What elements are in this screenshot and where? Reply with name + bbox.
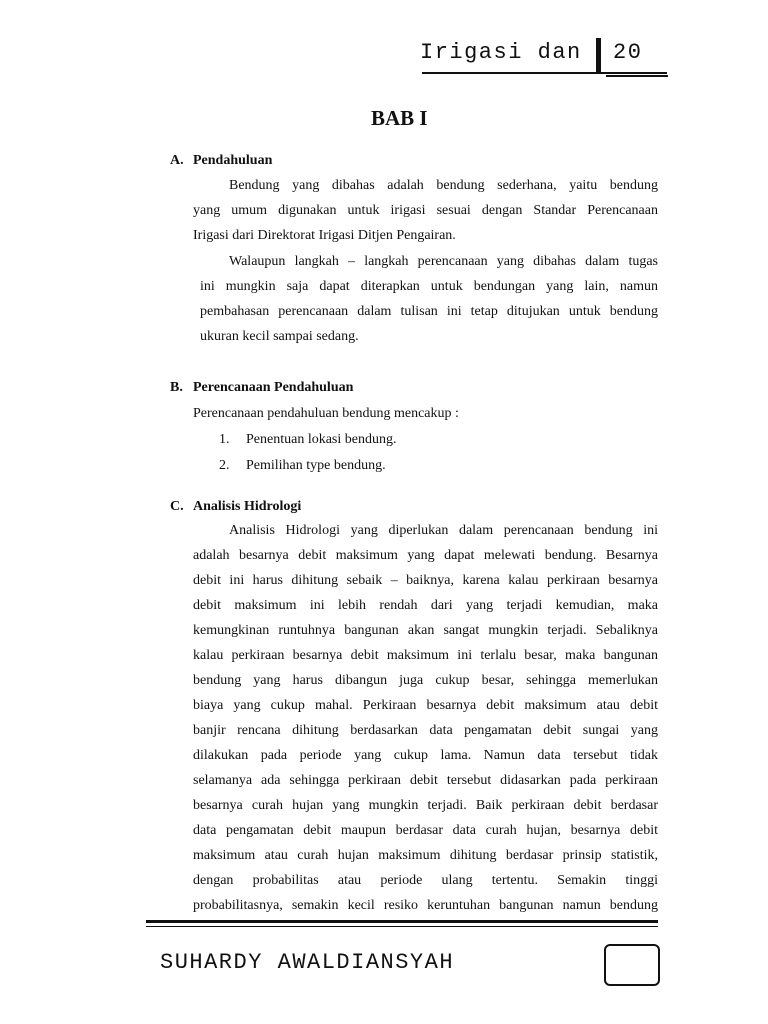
paragraph-line: probabilitasnya, semakin kecil resiko keruntuhan bangunan namun bendung bbox=[193, 898, 658, 913]
section-b-intro bbox=[193, 401, 658, 426]
paragraph-line: data pengamatan debit maupun berdasar data curah hujan, besarnya debit bbox=[193, 823, 658, 838]
footer-rule-thin bbox=[146, 926, 658, 927]
chapter-title: BAB I bbox=[371, 106, 428, 130]
paragraph-line: Bendung yang dibahas adalah bendung sederhana, yaitu bendung bbox=[229, 178, 658, 193]
header-underline bbox=[422, 72, 667, 74]
paragraph-line: Walaupun langkah – langkah perencanaan yang dibahas dalam tugas bbox=[229, 254, 658, 269]
list-item-text: Penentuan lokasi bendung. bbox=[246, 432, 397, 447]
header-divider-bar bbox=[596, 38, 601, 74]
list-item-number: 2. bbox=[219, 458, 230, 473]
paragraph-line: dilakukan pada periode yang cukup lama. Namun data tersebut tidak bbox=[193, 748, 658, 763]
paragraph-line: adalah besarnya debit maksimum yang dapat melewati bendung. Besarnya bbox=[193, 548, 658, 563]
section-b-letter: B. bbox=[170, 380, 183, 395]
section-a-paragraph-1 bbox=[193, 173, 658, 248]
running-header-title: Irigasi dan bbox=[420, 40, 582, 65]
page-number: 20 bbox=[613, 40, 643, 65]
paragraph-line: besarnya curah hujan yang mungkin terjadi. Baik perkiraan debit berdasar bbox=[193, 798, 658, 813]
section-b-list bbox=[219, 432, 396, 484]
paragraph-line: pembahasan perencanaan dalam tulisan ini tetap ditujukan untuk bendung bbox=[200, 304, 658, 319]
footer-page-box bbox=[604, 944, 660, 986]
header-underline-short bbox=[606, 75, 668, 77]
section-c-title: Analisis Hidrologi bbox=[193, 499, 302, 514]
footer-rule-thick bbox=[146, 920, 658, 923]
section-c-paragraph-1 bbox=[193, 518, 658, 918]
section-c-letter: C. bbox=[170, 499, 184, 514]
footer-author: SUHARDY AWALDIANSYAH bbox=[160, 950, 455, 975]
paragraph-line: debit maksimum ini lebih rendah dari yang terjadi kemudian, maka bbox=[193, 598, 658, 613]
paragraph-line: biaya yang cukup mahal. Perkiraan besarnya debit maksimum atau debit bbox=[193, 698, 658, 713]
section-a-letter: A. bbox=[170, 153, 184, 168]
paragraph-line: ini mungkin saja dapat diterapkan untuk bendungan yang lain, namun bbox=[200, 279, 658, 294]
paragraph-line: yang umum digunakan untuk irigasi sesuai dengan Standar Perencanaan bbox=[193, 203, 658, 218]
section-a-heading bbox=[170, 153, 272, 169]
paragraph-line: kemungkinan runtuhnya bangunan akan sangat mungkin terjadi. Sebaliknya bbox=[193, 623, 658, 638]
list-item-text: Pemilihan type bendung. bbox=[246, 458, 386, 473]
paragraph-line: kalau perkiraan besarnya debit maksimum ini terlalu besar, maka bangunan bbox=[193, 648, 658, 663]
paragraph-line: dengan probabilitas atau periode ulang tertentu. Semakin tinggi bbox=[193, 873, 658, 888]
paragraph-line: bendung yang harus dibangun juga cukup besar, sehingga memerlukan bbox=[193, 673, 658, 688]
list-item bbox=[219, 432, 396, 458]
paragraph-line: ukuran kecil sampai sedang. bbox=[200, 329, 359, 344]
paragraph-line: Perencanaan pendahuluan bendung mencakup : bbox=[193, 406, 459, 421]
list-item-number: 1. bbox=[219, 432, 230, 447]
paragraph-line: selamanya ada sehingga perkiraan debit tersebut didasarkan pada perkiraan bbox=[193, 773, 658, 788]
paragraph-line: debit ini harus dihitung sebaik – baiknya, karena kalau perkiraan besarnya bbox=[193, 573, 658, 588]
paragraph-line: banjir rencana dihitung berdasarkan data pengamatan debit sungai yang bbox=[193, 723, 658, 738]
section-b-title: Perencanaan Pendahuluan bbox=[193, 380, 354, 395]
section-b-heading bbox=[170, 380, 353, 396]
list-item bbox=[219, 458, 396, 484]
section-c-heading bbox=[170, 499, 301, 515]
paragraph-line: Irigasi dari Direktorat Irigasi Ditjen Pengairan. bbox=[193, 228, 456, 243]
paragraph-line: maksimum atau curah hujan maksimum dihitung berdasar prinsip statistik, bbox=[193, 848, 658, 863]
section-a-title: Pendahuluan bbox=[193, 153, 273, 168]
paragraph-line: Analisis Hidrologi yang diperlukan dalam perencanaan bendung ini bbox=[229, 523, 658, 538]
section-a-paragraph-2 bbox=[200, 249, 658, 349]
